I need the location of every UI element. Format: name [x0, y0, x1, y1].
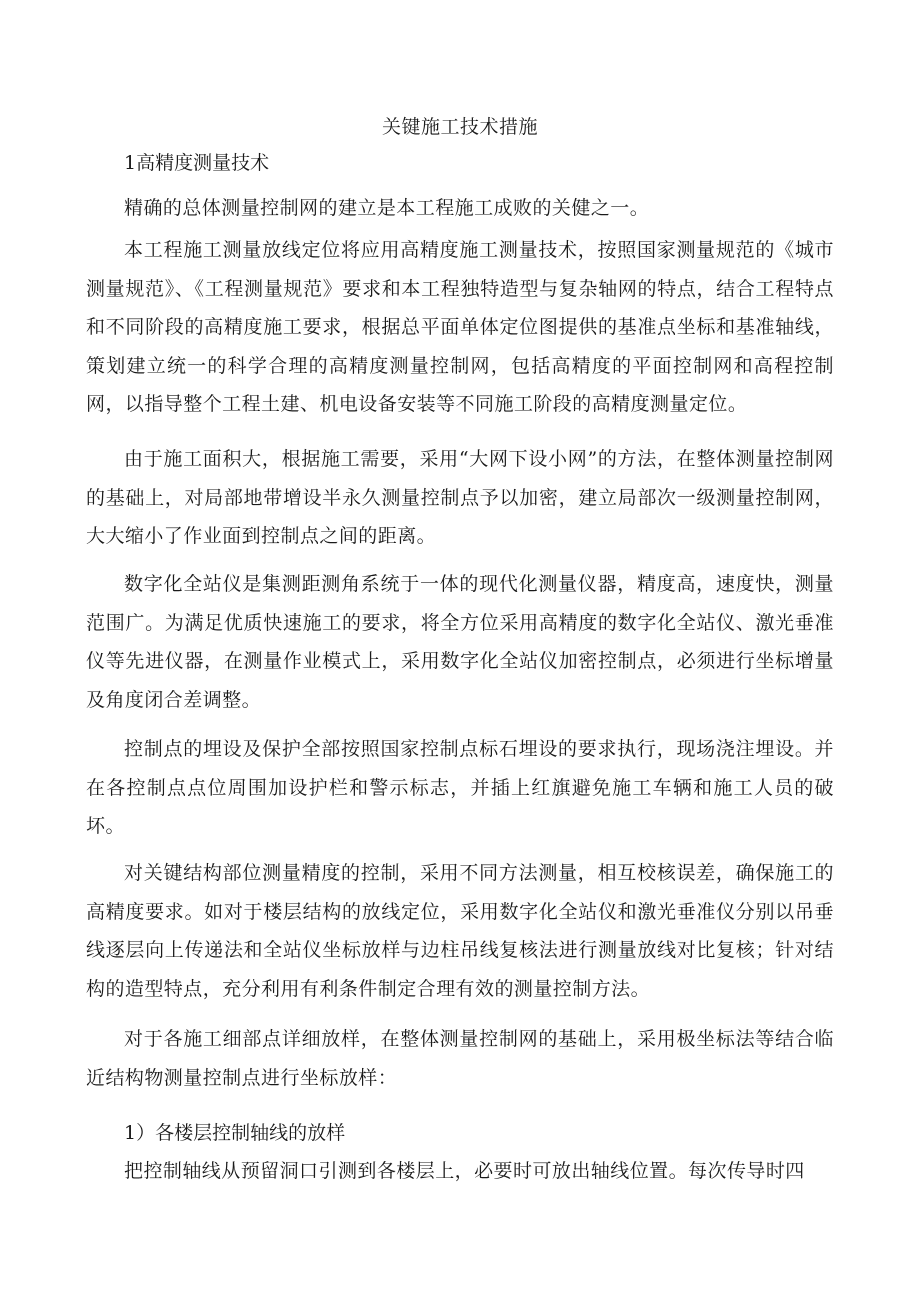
paragraph-5: 控制点的埋设及保护全部按照国家控制点标石埋设的要求执行，现场浇注埋设。并在各控制点点位周围加设护栏和警示标志，并插上红旗避免施工车辆和施工人员的破坏。: [86, 738, 834, 837]
paragraph-3: 由于施工面积大，根据施工需要，采用“大网下设小网”的方法，在整体测量控制网的基础上，对局部地带增设半永久测量控制点予以加密，建立局部次一级测量控制网，大大缩小了作业面到控制点之间的距离。: [86, 448, 834, 547]
paragraph-6: 对关键结构部位测量精度的控制，采用不同方法测量，相互校核误差，确保施工的高精度要求。如对于楼层结构的放线定位，采用数字化全站仪和激光垂准仪分别以吊垂线逐层向上传递法和全站仪坐标放样与边柱吊线复核法进行测量放线对比复核；针对结构的造型特点，充分利用有利条件制定合理有效的测量控制方法。: [86, 862, 834, 1000]
document-title: 关键施工技术措施: [381, 116, 538, 138]
paragraph-1: 精确的总体测量控制网的建立是本工程施工成败的关健之一。: [124, 197, 650, 219]
paragraph-4: 数字化全站仪是集测距测角系统于一体的现代化测量仪器，精度高，速度快，测量范围广。为满足优质快速施工的要求，将全方位采用高精度的数字化全站仪、激光垂准仪等先进仪器，在测量作业模式上，采用数字化全站仪加密控制点，必须进行坐标增量及角度闭合差调整。: [86, 573, 834, 711]
paragraph-2: 本工程施工测量放线定位将应用高精度施工测量技术，按照国家测量规范的《城市测量规范》、《工程测量规范》要求和本工程独特造型与复杂轴网的特点，结合工程特点和不同阶段的高精度施工要求，根据总平面单体定位图提供的基准点坐标和基准轴线，策划建立统一的科学合理的高精度测量控制网，包括高精度的平面控制网和高程控制网，以指导整个工程土建、机电设备安装等不同施工阶段的高精度测量定位。: [86, 239, 834, 415]
paragraph-7: 对于各施工细部点详细放样，在整体测量控制网的基础上，采用极坐标法等结合临近结构物测量控制点进行坐标放样：: [86, 1028, 834, 1089]
subheading: 1）各楼层控制轴线的放样: [124, 1122, 346, 1144]
section-heading: 1高精度测量技术: [124, 152, 270, 174]
paragraph-8: 把控制轴线从预留洞口引测到各楼层上，必要时可放出轴线位置。每次传导时四: [124, 1160, 805, 1182]
